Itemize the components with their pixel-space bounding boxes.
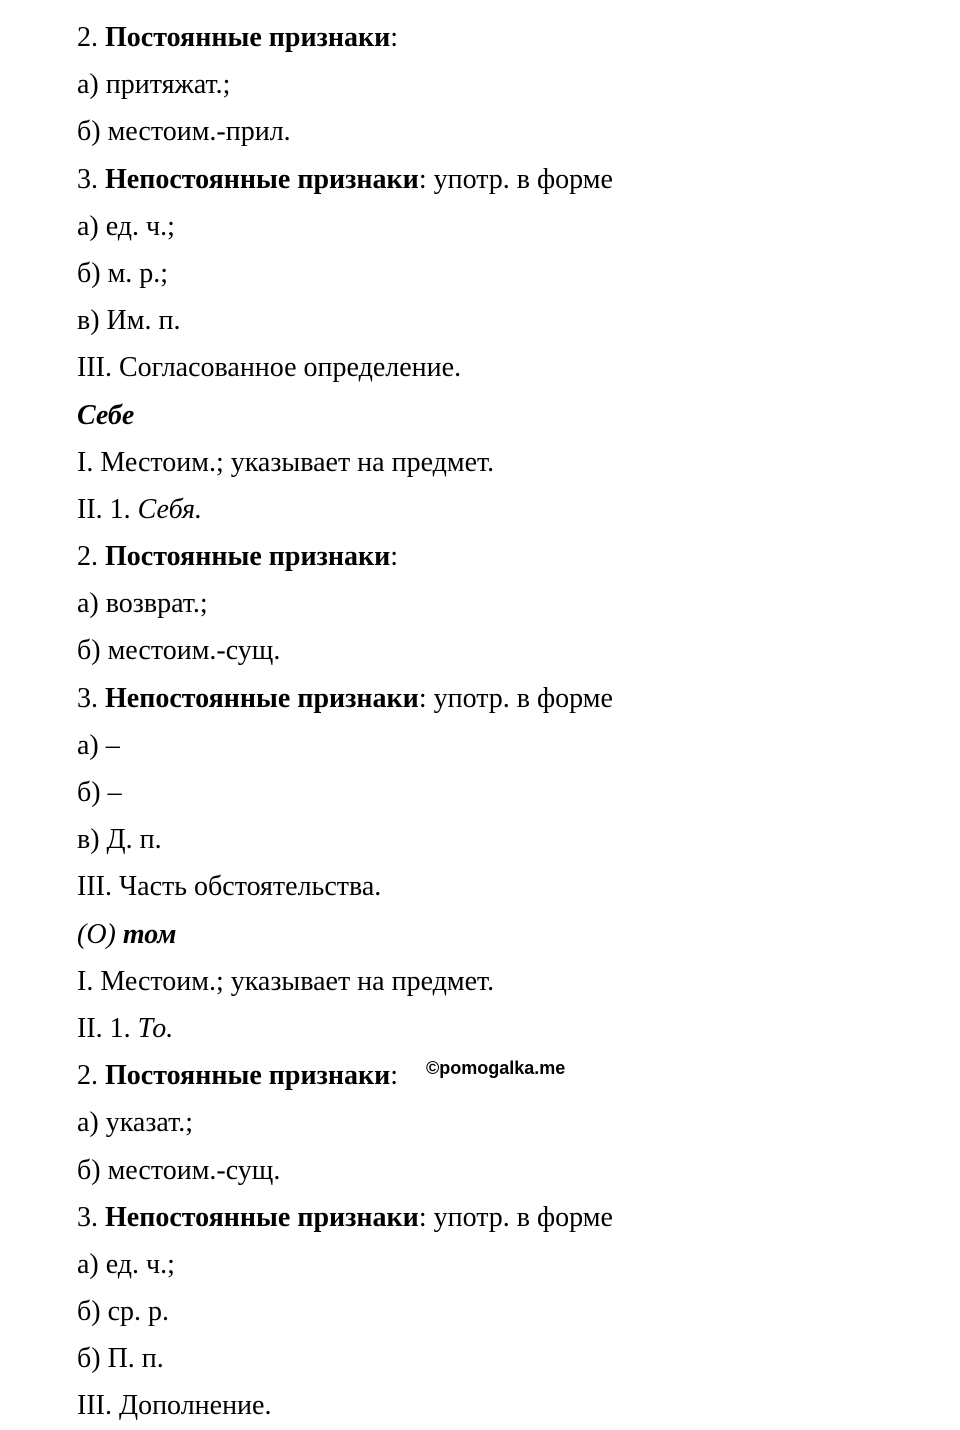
line-variable-features-heading [77,675,960,722]
line-text: б) местоим.-сущ. [77,1154,281,1186]
line-variable-features-heading [77,1194,960,1241]
label-suffix: : употр. в форме [418,682,613,714]
item-number: 3. [77,1201,105,1233]
item-number: 2. [77,541,105,573]
line-text: а) притяжат.; [77,69,231,101]
line-word-heading [77,911,960,958]
word-heading: Себе [77,399,135,431]
bold-label: Постоянные признаки [105,22,391,53]
line-text: III. Согласованное определение. [77,352,462,384]
bold-label: Непостоянные признаки [105,1201,419,1233]
line-text: б) П. п. [77,1343,164,1375]
line-text: а) указат.; [77,1107,194,1139]
preposition: (О) [77,918,123,950]
line-initial-form [77,1005,960,1052]
bold-label: Постоянные признаки [105,1060,391,1092]
line-word-heading [77,392,960,439]
label-suffix: : употр. в форме [418,1201,613,1233]
line-text: а) возврат.; [77,588,208,620]
item-number: 3. [77,163,105,195]
line-text: б) местоим.-прил. [77,116,291,148]
line-text: а) ед. ч.; [77,1248,175,1280]
document-body [77,14,960,1430]
line-text: б) м. р.; [77,257,169,289]
line-text: III. Часть обстоятельства. [77,871,382,903]
line-text: б) ср. р. [77,1296,169,1328]
item-number: II. 1. [77,493,138,525]
watermark: ©pomogalka.me [426,1058,566,1078]
line-text: б) местоим.-сущ. [77,635,281,667]
label-suffix: : [390,1060,399,1092]
item-number: 2. [77,22,105,53]
label-suffix: : употр. в форме [418,163,613,195]
label-suffix: : [390,541,399,573]
line-text: а) – [77,729,120,761]
bold-label: Непостоянные признаки [105,163,419,195]
word-heading: том [122,918,177,950]
line-text: а) ед. ч.; [77,210,175,242]
line-text: в) Им. п. [77,305,181,337]
label-suffix: : [390,22,399,53]
item-number: 3. [77,682,105,714]
line-initial-form [77,486,960,533]
line-permanent-features-heading [77,14,960,61]
line-text: б) – [77,777,122,808]
bold-label: Непостоянные признаки [105,682,419,714]
line-text: в) Д. п. [77,824,162,856]
line-text: I. Местоим.; указывает на предмет. [77,965,495,997]
line-permanent-features-heading [77,533,960,580]
line-text: III. Дополнение. [77,1390,272,1422]
initial-form: Себя. [137,493,202,525]
bold-label: Постоянные признаки [105,541,391,573]
item-number: II. 1. [77,1012,138,1044]
line-variable-features-heading [77,156,960,203]
item-number: 2. [77,1060,105,1092]
line-text: I. Местоим.; указывает на предмет. [77,446,495,478]
initial-form: То. [137,1012,174,1044]
